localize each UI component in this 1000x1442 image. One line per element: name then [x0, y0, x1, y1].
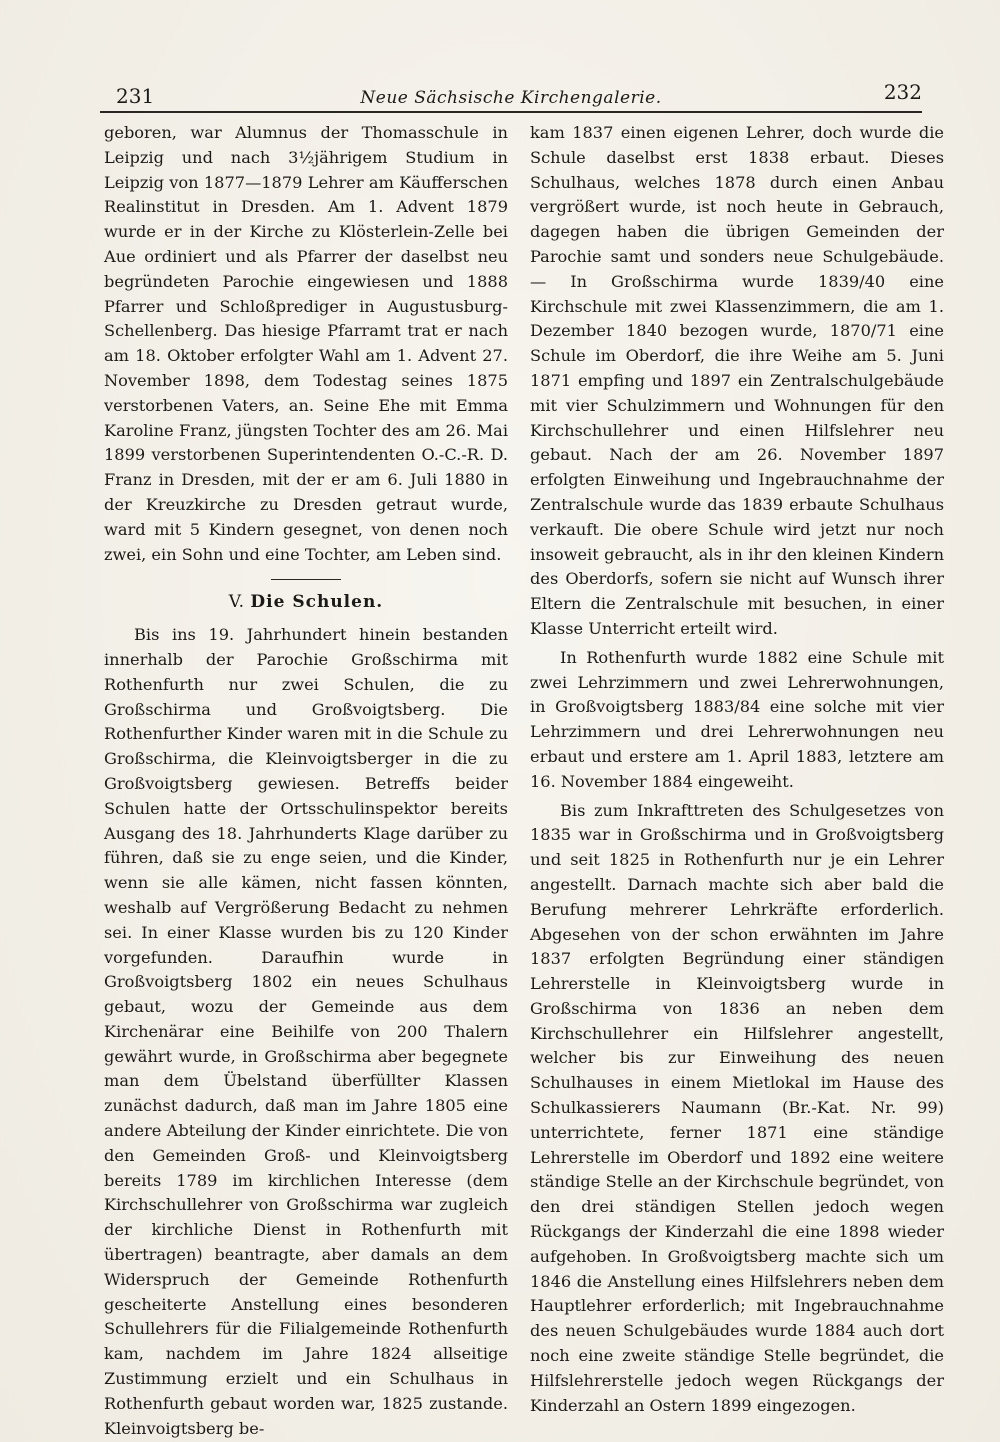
left-paragraph-2: Bis ins 19. Jahrhundert hinein bestanden innerhalb der Parochie Großschirma mit Rothenfurth nur zwei Schulen, die zu Großschirma und Großvoigtsberg. Die Rothenfurther Kinder waren mit in die Schule zu Großschirma, die Kleinvoigtsberger in die zu Großvoigtsberg gewiesen. Betreffs beider Schulen hatte der Ortsschulinspektor bereits Ausgang des 18. Jahrhunderts Klage darüber zu führen, daß sie zu enge seien, und die Kinder, wenn sie alle kämen, nicht fassen könnten, weshalb auf Vergrößerung Bedacht zu nehmen sei. In einer Klasse wurden bis zu 120 Kinder vorgefunden. Daraufhin wurde in Großvoigtsberg 1802 ein neues Schulhaus gebaut, wozu der Gemeinde aus dem Kirchenärar eine Beihilfe von 200 Thalern gewährt wurde, in Großschirma aber begegnete man dem Übelstand überfüllter Klassen zunächst dadurch, daß man im Jahre 1805 eine andere Abteilung der Kinder einrichtete. Die von den Gemeinden Groß- und Kleinvoigtsberg bereits 1789 im kirchlichen Interesse (dem Kirchschullehrer von Großschirma war zugleich der kirchliche Dienst in Rothenfurth mit übertragen) beantragte, aber damals an dem Widerspruch der Gemeinde Rothenfurth gescheiterte Anstellung eines besonderen Schullehrers für die Filialgemeinde Rothenfurth kam, nachdem im Jahre 1824 allseitige Zustimmung erzielt und ein Schulhaus in Rothenfurth gebaut worden war, 1825 zustande. Kleinvoigtsberg be- [104, 625, 508, 1438]
right-column [530, 121, 944, 1418]
right-paragraph-3: Bis zum Inkrafttreten des Schulgesetzes von 1835 war in Großschirma und in Großvoigtsberg und seit 1825 in Rothenfurth nur je ein Lehrer angestellt. Darnach machte sich aber bald die Berufung mehrerer Lehrkräfte erforderlich. Abgesehen von der schon erwähnten im Jahre 1837 erfolgten Begründung einer ständigen Lehrerstelle in Kleinvoigtsberg wurde in Großschirma von 1836 an neben dem Kirchschullehrer ein Hilfslehrer angestellt, welcher bis zur Einweihung des neuen Schulhauses in einem Mietlokal im Hause des Schulkassierers Naumann (Br.-Kat. Nr. 99) unterrichtete, ferner 1871 eine ständige Lehrerstelle im Oberdorf und 1892 eine weitere ständige Stelle an der Kirchschule begründet, von den drei ständigen Stellen jedoch wegen Rückgangs der Kinderzahl die eine 1898 wieder aufgehoben. In Großvoigtsberg machte sich um 1846 die Anstellung eines Hilfslehrers neben dem Hauptlehrer erforderlich; mit Ingebrauchnahme des neuen Schulgebäudes wurde 1884 auch dort noch eine zweite ständige Stelle begründet, die Hilfslehrerstelle jedoch wegen Rückgangs der Kinderzahl an Ostern 1899 eingezogen. [530, 800, 944, 1415]
running-title: Neue Sächsische Kirchengalerie. [360, 88, 662, 108]
section-heading [104, 590, 508, 615]
left-paragraph-1: geboren, war Alumnus der Thomasschule in Leipzig und nach 3½jährigem Studium in Leipzig von 1877—1879 Lehrer am Käufferschen Realinstitut in Dresden. Am 1. Advent 1879 wurde er in der Kirche zu Klösterlein-Zelle bei Aue ordiniert und als Pfarrer der daselbst neu begründeten Parochie eingewiesen und 1888 Pfarrer und Schloßprediger in Augustusburg-Schellenberg. Das hiesige Pfarramt trat er nach am 18. Oktober erfolgter Wahl am 1. Advent 27. November 1898, dem Todestag seines 1875 verstorbenen Vaters, an. Seine Ehe mit Emma Karoline Franz, jüngsten Tochter des am 26. Mai 1899 verstorbenen Superintendenten O.-C.-R. D. Franz in Dresden, mit der er am 6. Juli 1880 in der Kreuzkirche zu Dresden getraut wurde, ward mit 5 Kindern gesegnet, von denen noch zwei, ein Sohn und eine Tochter, am Leben sind. [104, 123, 508, 564]
section-separator [271, 579, 341, 580]
header-rule [100, 111, 922, 113]
right-paragraph-2: In Rothenfurth wurde 1882 eine Schule mit zwei Lehrzimmern und zwei Lehrerwohnungen, in Großvoigtsberg 1883/84 eine solche mit vier Lehrzimmern und drei Lehrerwohnungen neu erbaut und erstere am 1. April 1883, letztere am 16. November 1884 eingeweiht. [530, 647, 944, 791]
section-title: Die Schulen. [250, 592, 384, 613]
section-number: V. [228, 592, 245, 613]
page-number-right: 232 [883, 80, 922, 104]
page-header [100, 80, 922, 110]
page-number-left: 231 [116, 84, 155, 108]
left-column [104, 121, 508, 1441]
right-paragraph-1: kam 1837 einen eigenen Lehrer, doch wurde die Schule daselbst erst 1838 erbaut. Dieses Schulhaus, welches 1878 durch einen Anbau vergrößert wurde, ist noch heute in Gebrauch, dagegen haben die übrigen Gemeinden der Parochie samt und sonders neue Schulgebäude. — In Großschirma wurde 1839/40 eine Kirchschule mit zwei Klassenzimmern, die am 1. Dezember 1840 bezogen wurde, 1870/71 eine Schule im Oberdorf, die ihre Weihe am 5. Juni 1871 empfing und 1897 ein Zentralschulgebäude mit vier Schulzimmern und Wohnungen für den Kirchschullehrer und einen Hilfslehrer neu gebaut. Nach der am 26. November 1897 erfolgten Einweihung und Ingebrauchnahme der Zentralschule wurde das 1839 erbaute Schulhaus verkauft. Die obere Schule wird jetzt nur noch insoweit gebraucht, als in ihr den kleinen Kindern des Oberdorfs, sofern sie nicht auf Wunsch ihrer Eltern die Zentralschule mit besuchen, in einer Klasse Unterricht erteilt wird. [530, 123, 944, 638]
